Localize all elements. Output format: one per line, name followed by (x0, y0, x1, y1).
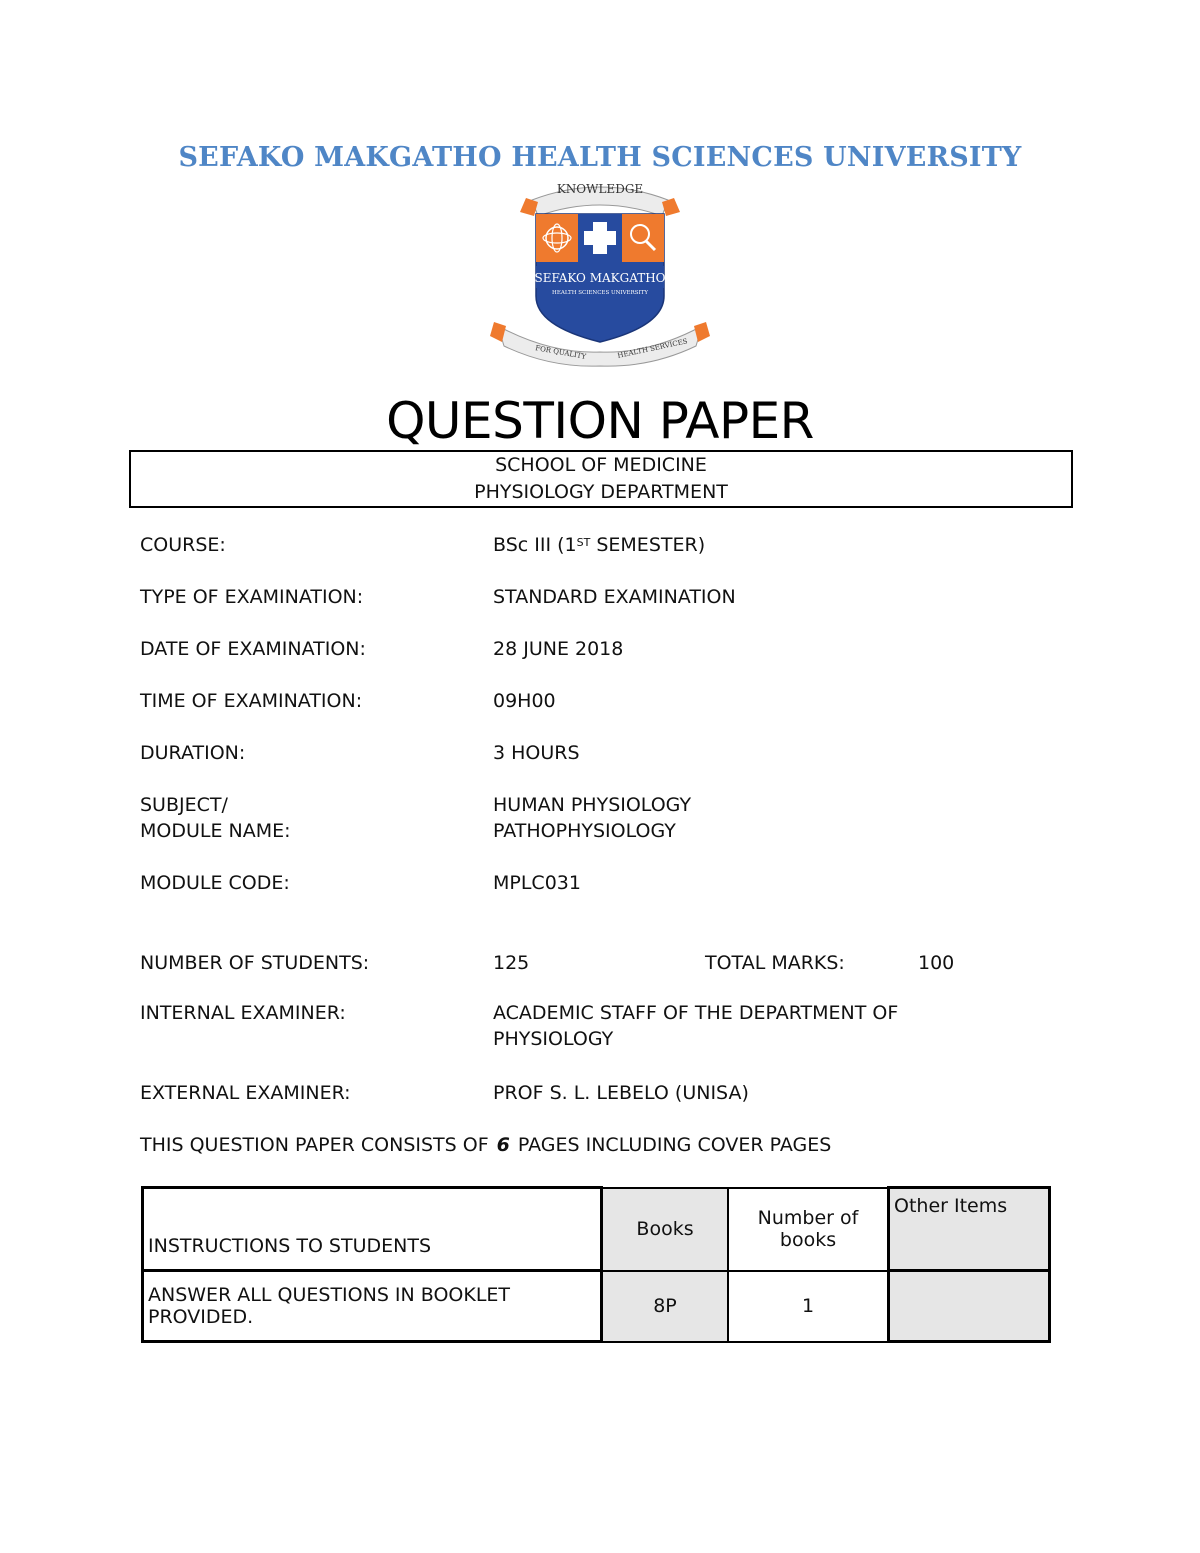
exam-time-value: 09H00 (493, 690, 556, 712)
table-header-other-items: Other Items (889, 1188, 1050, 1271)
internal-examiner-line1: ACADEMIC STAFF OF THE DEPARTMENT OF (493, 1002, 899, 1024)
school-box (129, 450, 1073, 508)
university-logo (490, 176, 710, 368)
course-value-end: SEMESTER) (590, 534, 706, 556)
exam-time-label: TIME OF EXAMINATION: (140, 690, 363, 712)
logo-shield-sub: HEALTH SCIENCES UNIVERSITY (552, 290, 648, 296)
internal-examiner-value (493, 1000, 898, 1052)
university-title: SEFAKO MAKGATHO HEALTH SCIENCES UNIVERSITY (178, 142, 1022, 173)
table-header-books: Books (602, 1188, 729, 1271)
module-code-label: MODULE CODE: (140, 872, 290, 894)
external-examiner-value: PROF S. L. LEBELO (UNISA) (493, 1082, 749, 1104)
internal-examiner-line2: PHYSIOLOGY (493, 1028, 614, 1050)
logo-top-ribbon: KNOWLEDGE (556, 182, 644, 196)
total-marks-value: 100 (918, 952, 955, 974)
subject-label-line2: MODULE NAME: (140, 820, 291, 842)
course-value-main: BSc III (1 (493, 534, 577, 556)
logo-bottom-left: FOR QUALITY (534, 344, 587, 361)
exam-type-label: TYPE OF EXAMINATION: (140, 586, 364, 608)
duration-value: 3 HOURS (493, 742, 580, 764)
table-cell-books: 8P (602, 1271, 729, 1342)
students-label: NUMBER OF STUDENTS: (140, 952, 370, 974)
subject-value (493, 792, 691, 844)
exam-date-label: DATE OF EXAMINATION: (140, 638, 366, 660)
course-label: COURSE: (140, 534, 226, 556)
external-examiner-label: EXTERNAL EXAMINER: (140, 1082, 351, 1104)
students-value: 125 (493, 952, 530, 974)
subject-value-line1: HUMAN PHYSIOLOGY (493, 794, 692, 816)
subject-label-line1: SUBJECT/ (140, 794, 228, 816)
instructions-table (141, 1186, 1051, 1343)
logo-shield-name: SEFAKO MAKGATHO (534, 271, 666, 285)
table-cell-number-of-books: 1 (728, 1271, 889, 1342)
logo-bottom-right: HEALTH SERVICES (616, 337, 689, 360)
module-code-value: MPLC031 (493, 872, 581, 894)
page-count-number: 6 (496, 1134, 510, 1156)
page-count-suffix: PAGES INCLUDING COVER PAGES (517, 1134, 832, 1156)
table-header-row (143, 1188, 1050, 1271)
table-cell-instruction: ANSWER ALL QUESTIONS IN BOOKLET PROVIDED. (143, 1271, 602, 1342)
total-marks-label: TOTAL MARKS: (705, 952, 845, 974)
table-row (143, 1271, 1050, 1342)
course-value (493, 532, 705, 558)
duration-label: DURATION: (140, 742, 246, 764)
school-name: SCHOOL OF MEDICINE (495, 454, 707, 476)
table-cell-other-items (889, 1271, 1050, 1342)
subject-label (140, 792, 291, 844)
page-count-statement (140, 1134, 831, 1156)
table-header-instructions: INSTRUCTIONS TO STUDENTS (143, 1188, 602, 1271)
exam-type-value: STANDARD EXAMINATION (493, 586, 736, 608)
course-value-sup: ST (576, 536, 591, 549)
page-count-prefix: THIS QUESTION PAPER CONSISTS OF (140, 1134, 489, 1156)
department-name: PHYSIOLOGY DEPARTMENT (474, 481, 728, 503)
document-title: QUESTION PAPER (386, 392, 814, 450)
internal-examiner-label: INTERNAL EXAMINER: (140, 1002, 346, 1024)
table-header-number-of-books: Number of books (728, 1188, 889, 1271)
exam-date-value: 28 JUNE 2018 (493, 638, 624, 660)
subject-value-line2: PATHOPHYSIOLOGY (493, 820, 676, 842)
